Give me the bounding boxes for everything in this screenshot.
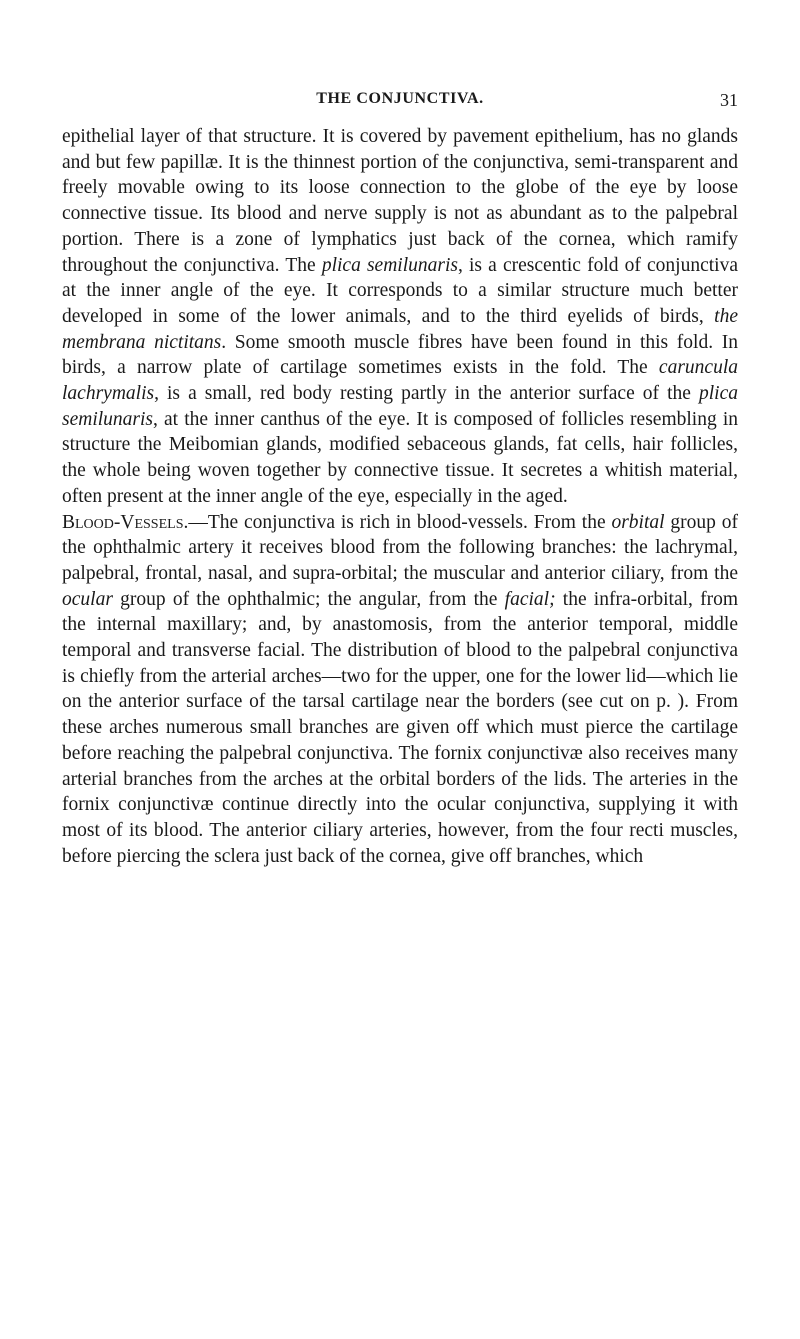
italic-term: facial; xyxy=(504,588,556,610)
text-run: group of the ophthalmic; the angular, from the xyxy=(112,588,505,610)
text-run: —The conjunctiva is rich in blood-vessels. From the xyxy=(188,511,612,533)
text-run: , at the inner canthus of the eye. It is composed of follicles resembling in structure the Meibomian glands, modified sebaceous glands, fat cells, hair follicles, the whole being woven together by connective tissue. It secretes a whitish material, often present at the inner angle of the eye, especially in the aged. xyxy=(62,408,738,507)
italic-term: caruncula lachrymalis xyxy=(62,357,738,405)
italic-term: plica semilunaris xyxy=(321,254,458,276)
paragraph-conjunctiva-bulbi xyxy=(62,124,738,510)
italic-term: the membrana nictitans xyxy=(62,305,738,353)
text-run: the infra-orbital, from the internal maxillary; and, by anastomosis, from the anterior temporal, middle temporal and transverse facial. The distribution of blood to the palpebral conjunctiva is chiefly from the arterial arches—two for the upper, one for the lower lid—which lie on the anterior surface of the tarsal cartilage near the borders (see cut on p. ). From these arches numerous small branches are given off which must pierce the cartilage before reaching the palpebral conjunctiva. The fornix conjunctivæ also receives many arterial branches from the arches at the orbital borders of the lids. The arteries in the fornix conjunctivæ continue directly into the ocular conjunctiva, supplying it with most of its blood. The anterior ciliary arteries, however, from the four recti muscles, before piercing the sclera just back of the cornea, give off branches, which xyxy=(62,588,739,867)
text-run: , is a small, red body resting partly in the anterior surface of the xyxy=(154,383,699,405)
text-run: epithelial layer of that structure. It is covered by pavement epithelium, has no glands and but few papillæ. It is the thinnest portion of the conjunctiva, semi-transparent and freely movable owing to its loose connection to the globe of the eye by loose connective tissue. Its blood and nerve supply is not as abundant as to the palpebral portion. There is a zone of lymphatics just back of the cornea, which ramify throughout the conjunctiva. The xyxy=(62,126,738,276)
italic-term: ocular xyxy=(62,588,113,610)
section-heading: Blood-Vessels. xyxy=(62,511,189,533)
text-run: group of the ophthalmic artery it receives blood from the following branches: the lachrymal, palpebral, frontal, nasal, and supra-orbital; the muscular and anterior ciliary, from the xyxy=(62,511,738,584)
page-header xyxy=(62,90,738,116)
italic-term: orbital xyxy=(611,511,665,533)
text-run: . Some smooth muscle fibres have been found in this fold. In birds, a narrow plate of cartilage sometimes exists in the fold. The xyxy=(62,331,738,379)
running-head: THE CONJUNCTIVA. xyxy=(316,90,484,107)
italic-term: plica semilunaris xyxy=(62,383,738,430)
page-number: 31 xyxy=(720,90,738,110)
paragraph-blood-vessels xyxy=(62,510,738,870)
body-text xyxy=(62,124,738,869)
text-run: , is a crescentic fold of conjunctiva at the inner angle of the eye. It corresponds to a similar structure much better developed in some of the lower animals, and to the third eyelids of birds, xyxy=(62,254,738,327)
